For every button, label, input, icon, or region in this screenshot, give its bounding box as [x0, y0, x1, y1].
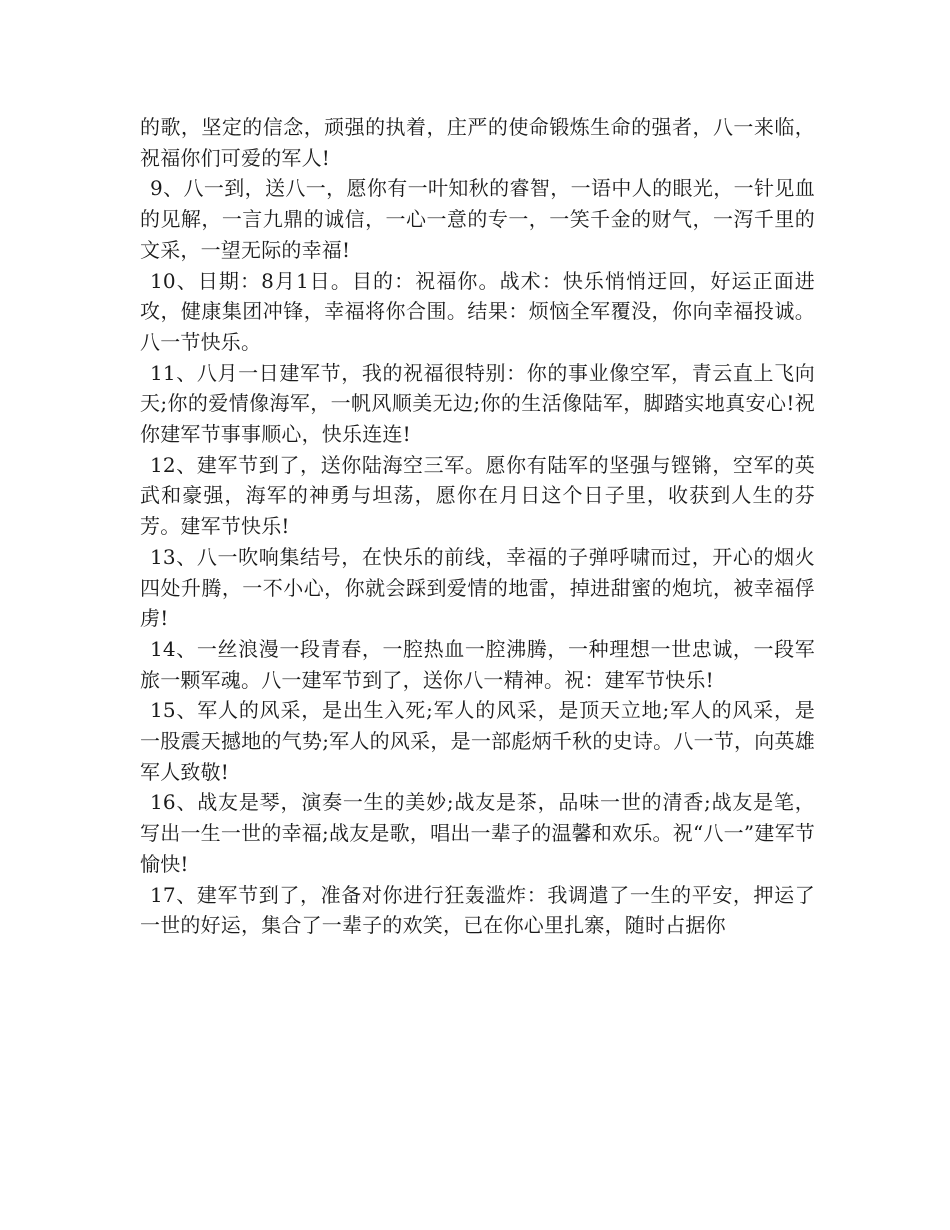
paragraph-item-11: 11、八月一日建军节，我的祝福很特别：你的事业像空军，青云直上飞向天;你的爱情像海军，一帆风顺美无边;你的生活像陆军，脚踏实地真安心!祝你建军节事事顺心，快乐连连! — [140, 360, 815, 447]
paragraph-item-13: 13、八一吹响集结号，在快乐的前线，幸福的子弹呼啸而过，开心的烟火四处升腾，一不小心，你就会踩到爱情的地雷，掉进甜蜜的炮坑，被幸福俘虏! — [140, 544, 815, 631]
paragraph-item-17: 17、建军节到了，准备对你进行狂轰滥炸：我调遣了一生的平安，押运了一世的好运，集合了一辈子的欢笑，已在你心里扎寨，随时占据你 — [140, 882, 815, 938]
paragraph-item-10: 10、日期：8月1日。目的：祝福你。战术：快乐悄悄迂回，好运正面进攻，健康集团冲锋，幸福将你合围。结果：烦恼全军覆没，你向幸福投诚。八一节快乐。 — [140, 268, 815, 354]
paragraph-item-14: 14、一丝浪漫一段青春，一腔热血一腔沸腾，一种理想一世忠诚，一段军旅一颗军魂。八一建军节到了，送你八一精神。祝：建军节快乐! — [140, 636, 815, 692]
paragraph-item-15: 15、军人的风采，是出生入死;军人的风采，是顶天立地;军人的风采，是一股震天撼地的气势;军人的风采，是一部彪炳千秋的史诗。八一节，向英雄军人致敬! — [140, 698, 815, 784]
paragraph-item-9: 9、八一到，送八一，愿你有一叶知秋的睿智，一语中人的眼光，一针见血的见解，一言九鼎的诚信，一心一意的专一，一笑千金的财气，一泻千里的文采，一望无际的幸福! — [140, 176, 815, 262]
document-page — [140, 112, 815, 941]
paragraph-item-12: 12、建军节到了，送你陆海空三军。愿你有陆军的坚强与铿锵，空军的英武和豪强，海军的神勇与坦荡，愿你在月日这个日子里，收获到人生的芬芳。建军节快乐! — [140, 452, 815, 539]
paragraph-continuation: 的歌，坚定的信念，顽强的执着，庄严的使命锻炼生命的强者，八一来临，祝福你们可爱的军人! — [140, 115, 815, 170]
paragraph-item-16: 16、战友是琴，演奏一生的美妙;战友是茶，品味一世的清香;战友是笔，写出一生一世的幸福;战友是歌，唱出一辈子的温馨和欢乐。祝“八一”建军节愉快! — [140, 790, 815, 876]
